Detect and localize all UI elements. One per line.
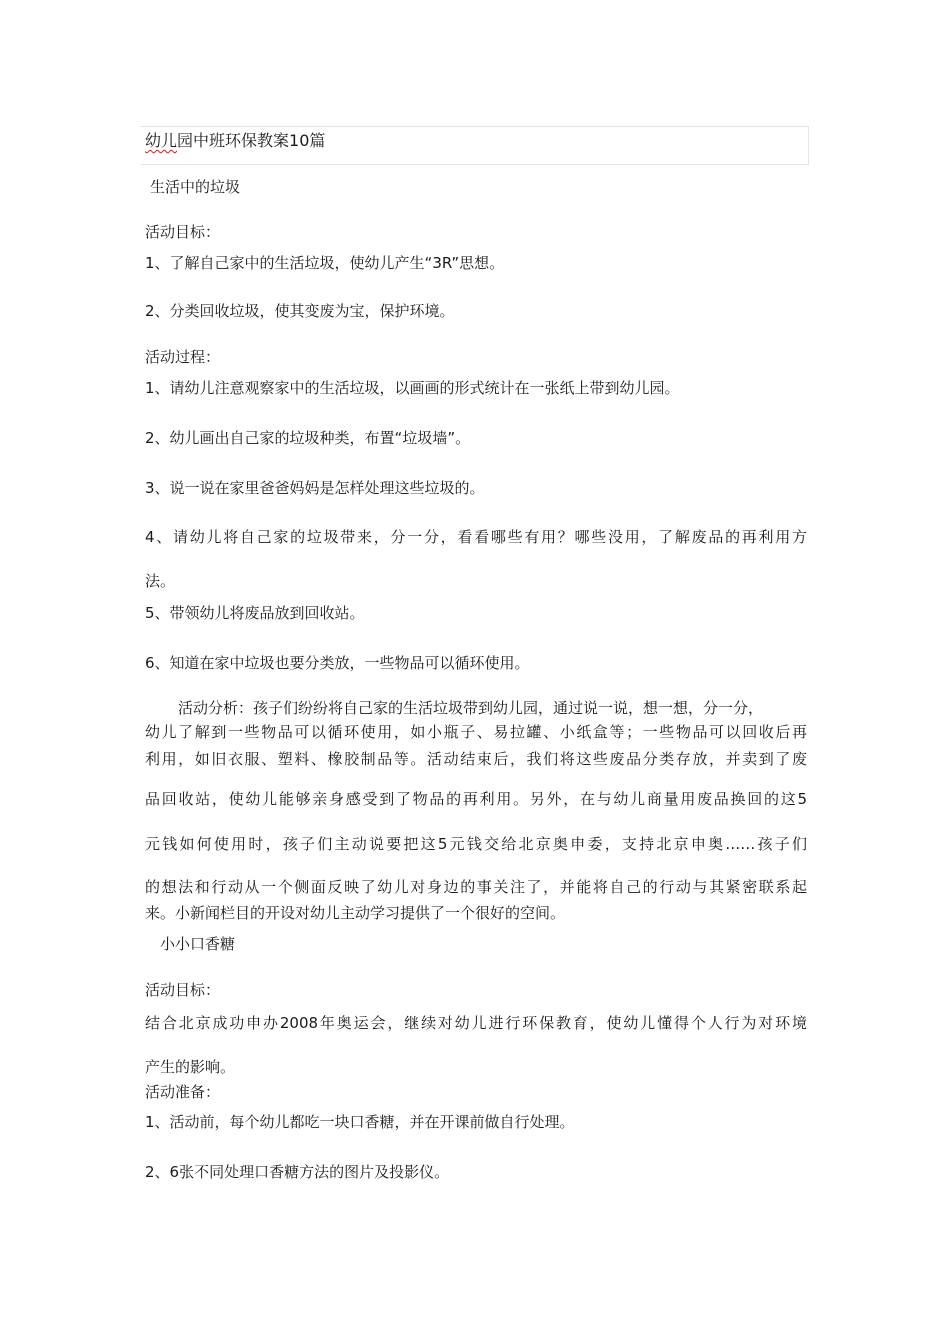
paragraph: 1、了解自己家中的生活垃圾，使幼儿产生“3R”思想。 bbox=[145, 254, 505, 272]
paragraph: 1、活动前，每个幼儿都吃一块口香糖，并在开课前做自行处理。 bbox=[145, 1113, 575, 1131]
paragraph: 法。 bbox=[145, 572, 176, 590]
prep-label: 活动准备： bbox=[145, 1083, 221, 1101]
analysis-paragraph: 活动分析：孩子们纷纷将自己家的生活垃圾带到幼儿园，通过说一说，想一想，分一分， bbox=[178, 699, 764, 717]
analysis-paragraph: 元钱如何使用时，孩子们主动说要把这5元钱交给北京奥申委，支持北京申奥……孩子们 bbox=[145, 835, 807, 853]
paragraph: 4、请幼儿将自己家的垃圾带来，分一分，看看哪些有用？哪些没用，了解废品的再利用方 bbox=[145, 528, 807, 546]
paragraph: 1、请幼儿注意观察家中的生活垃圾，以画画的形式统计在一张纸上带到幼儿园。 bbox=[145, 379, 680, 397]
paragraph: 6、知道在家中垃圾也要分类放，一些物品可以循环使用。 bbox=[145, 654, 530, 672]
spellcheck-underlined-text: 幼儿 bbox=[145, 131, 178, 150]
paragraph: 产生的影响。 bbox=[145, 1058, 236, 1076]
paragraph: 结合北京成功申办2008年奥运会，继续对幼儿进行环保教育，使幼儿懂得个人行为对环境 bbox=[145, 1014, 807, 1032]
analysis-paragraph: 的想法和行动从一个侧面反映了幼儿对身边的事关注了，并能将自己的行动与其紧密联系起 bbox=[145, 878, 807, 896]
paragraph: 3、说一说在家里爸爸妈妈是怎样处理这些垃圾的。 bbox=[145, 479, 485, 497]
paragraph: 2、6张不同处理口香糖方法的图片及投影仪。 bbox=[145, 1163, 450, 1181]
process-label: 活动过程： bbox=[145, 348, 221, 366]
section-heading: 生活中的垃圾 bbox=[150, 178, 241, 196]
document-title bbox=[145, 131, 325, 151]
goals-label: 活动目标： bbox=[145, 981, 221, 999]
analysis-paragraph: 幼儿了解到一些物品可以循环使用，如小瓶子、易拉罐、小纸盒等；一些物品可以回收后再 bbox=[145, 723, 807, 741]
paragraph: 2、分类回收垃圾，使其变废为宝，保护环境。 bbox=[145, 302, 455, 320]
analysis-paragraph: 品回收站，使幼儿能够亲身感受到了物品的再利用。另外，在与幼儿商量用废品换回的这5 bbox=[145, 790, 807, 808]
goals-label: 活动目标： bbox=[145, 223, 221, 241]
analysis-paragraph: 来。小新闻栏目的开设对幼儿主动学习提供了一个很好的空间。 bbox=[145, 904, 566, 922]
paragraph: 2、幼儿画出自己家的垃圾种类，布置“垃圾墙”。 bbox=[145, 429, 471, 447]
analysis-paragraph: 利用，如旧衣服、塑料、橡胶制品等。活动结束后，我们将这些废品分类存放，并卖到了废 bbox=[145, 750, 807, 768]
section-heading: 小小口香糖 bbox=[160, 935, 236, 953]
title-rest: 园中班环保教案10篇 bbox=[177, 131, 326, 150]
paragraph: 5、带领幼儿将废品放到回收站。 bbox=[145, 604, 365, 622]
